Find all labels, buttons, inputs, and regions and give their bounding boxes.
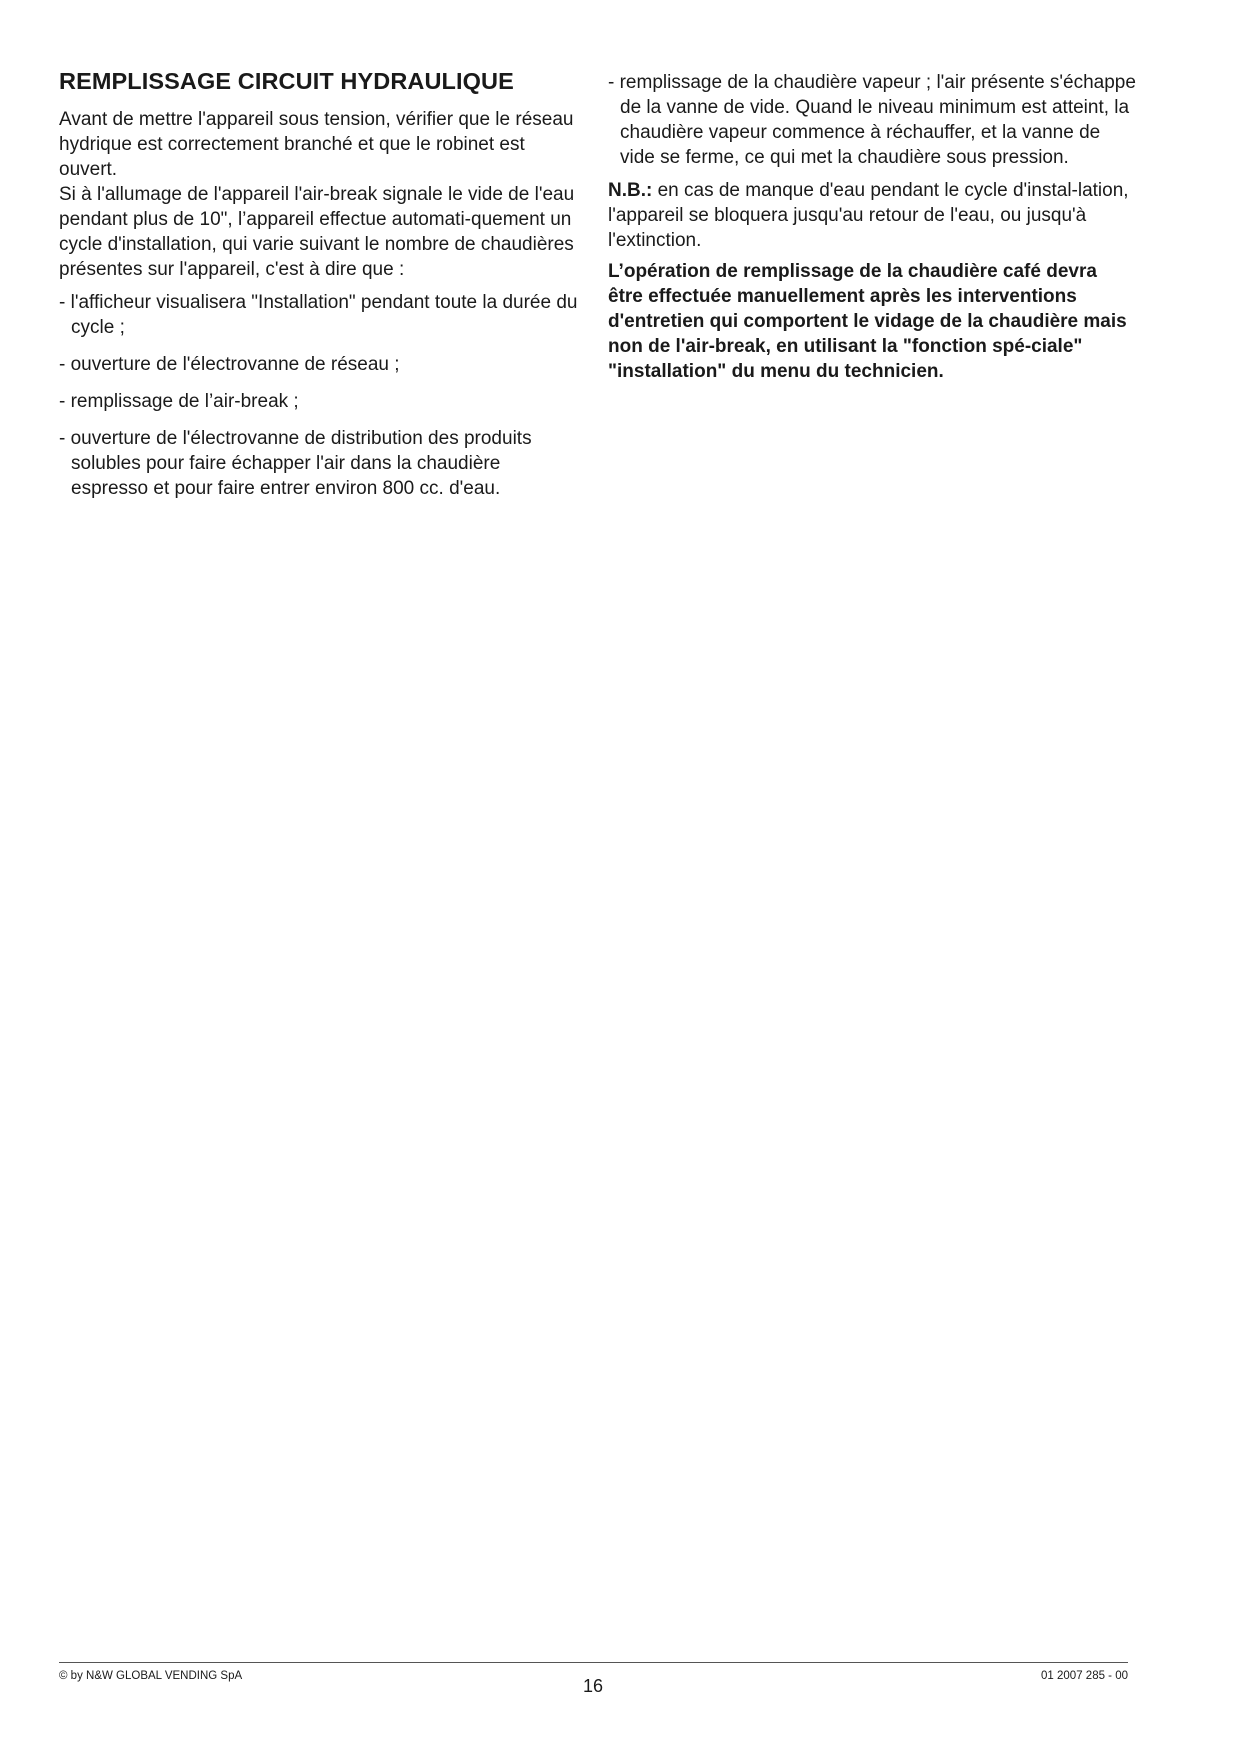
list-item: - l'afficheur visualisera "Installation" pendant toute la durée du cycle ; <box>59 292 578 338</box>
intro-paragraph: Avant de mettre l'appareil sous tension, vérifier que le réseau hydrique est correctement branché et que le robinet est ouvert. <box>59 109 574 180</box>
section-heading: REMPLISSAGE CIRCUIT HYDRAULIQUE <box>59 68 514 94</box>
document-code: 01 2007 285 - 00 <box>1041 1670 1128 1682</box>
nb-note <box>608 178 1136 253</box>
nb-label: N.B.: <box>608 180 653 201</box>
list-item: - remplissage de la chaudière vapeur ; l'air présente s'échappe de la vanne de vide. Quand le niveau minimum est atteint, la chaudière vapeur commence à réchauffer, et la vanne de vide se ferme, ce qui met la chaudière sous pression. <box>608 72 1136 168</box>
footer-divider <box>59 1662 1128 1663</box>
auto-cycle-paragraph: Si à l'allumage de l'appareil l'air-break signale le vide de l'eau pendant plus de 10", l’appareil effectue automati-quement un cycle d'installation, qui varie suivant le nombre de chaudières présentes sur l'appareil, c'est à dire que : <box>59 184 575 280</box>
footer-copyright: © by N&W GLOBAL VENDING SpA <box>59 1670 243 1682</box>
list-item: - remplissage de l’air-break ; <box>59 391 299 412</box>
nb-text: en cas de manque d'eau pendant le cycle d'instal-lation, l'appareil se bloquera jusqu'au retour de l'eau, ou jusqu'à l'extinction. <box>608 180 1129 251</box>
right-column <box>608 66 1136 384</box>
left-column <box>59 66 582 501</box>
list-item: - ouverture de l'électrovanne de distribution des produits solubles pour faire échapper l'air dans la chaudière espresso et pour faire entrer environ 800 cc. d'eau. <box>59 428 532 499</box>
page-number: 16 <box>583 1676 604 1696</box>
bold-warning-note: L’opération de remplissage de la chaudière café devra être effectuée manuellement après les interventions d'entretien qui comportent le vidage de la chaudière mais non de l'air-break, en utilisant la "fonction spé-ciale" "installation" du menu du technicien. <box>608 261 1127 382</box>
list-item: - ouverture de l'électrovanne de réseau ; <box>59 354 400 375</box>
